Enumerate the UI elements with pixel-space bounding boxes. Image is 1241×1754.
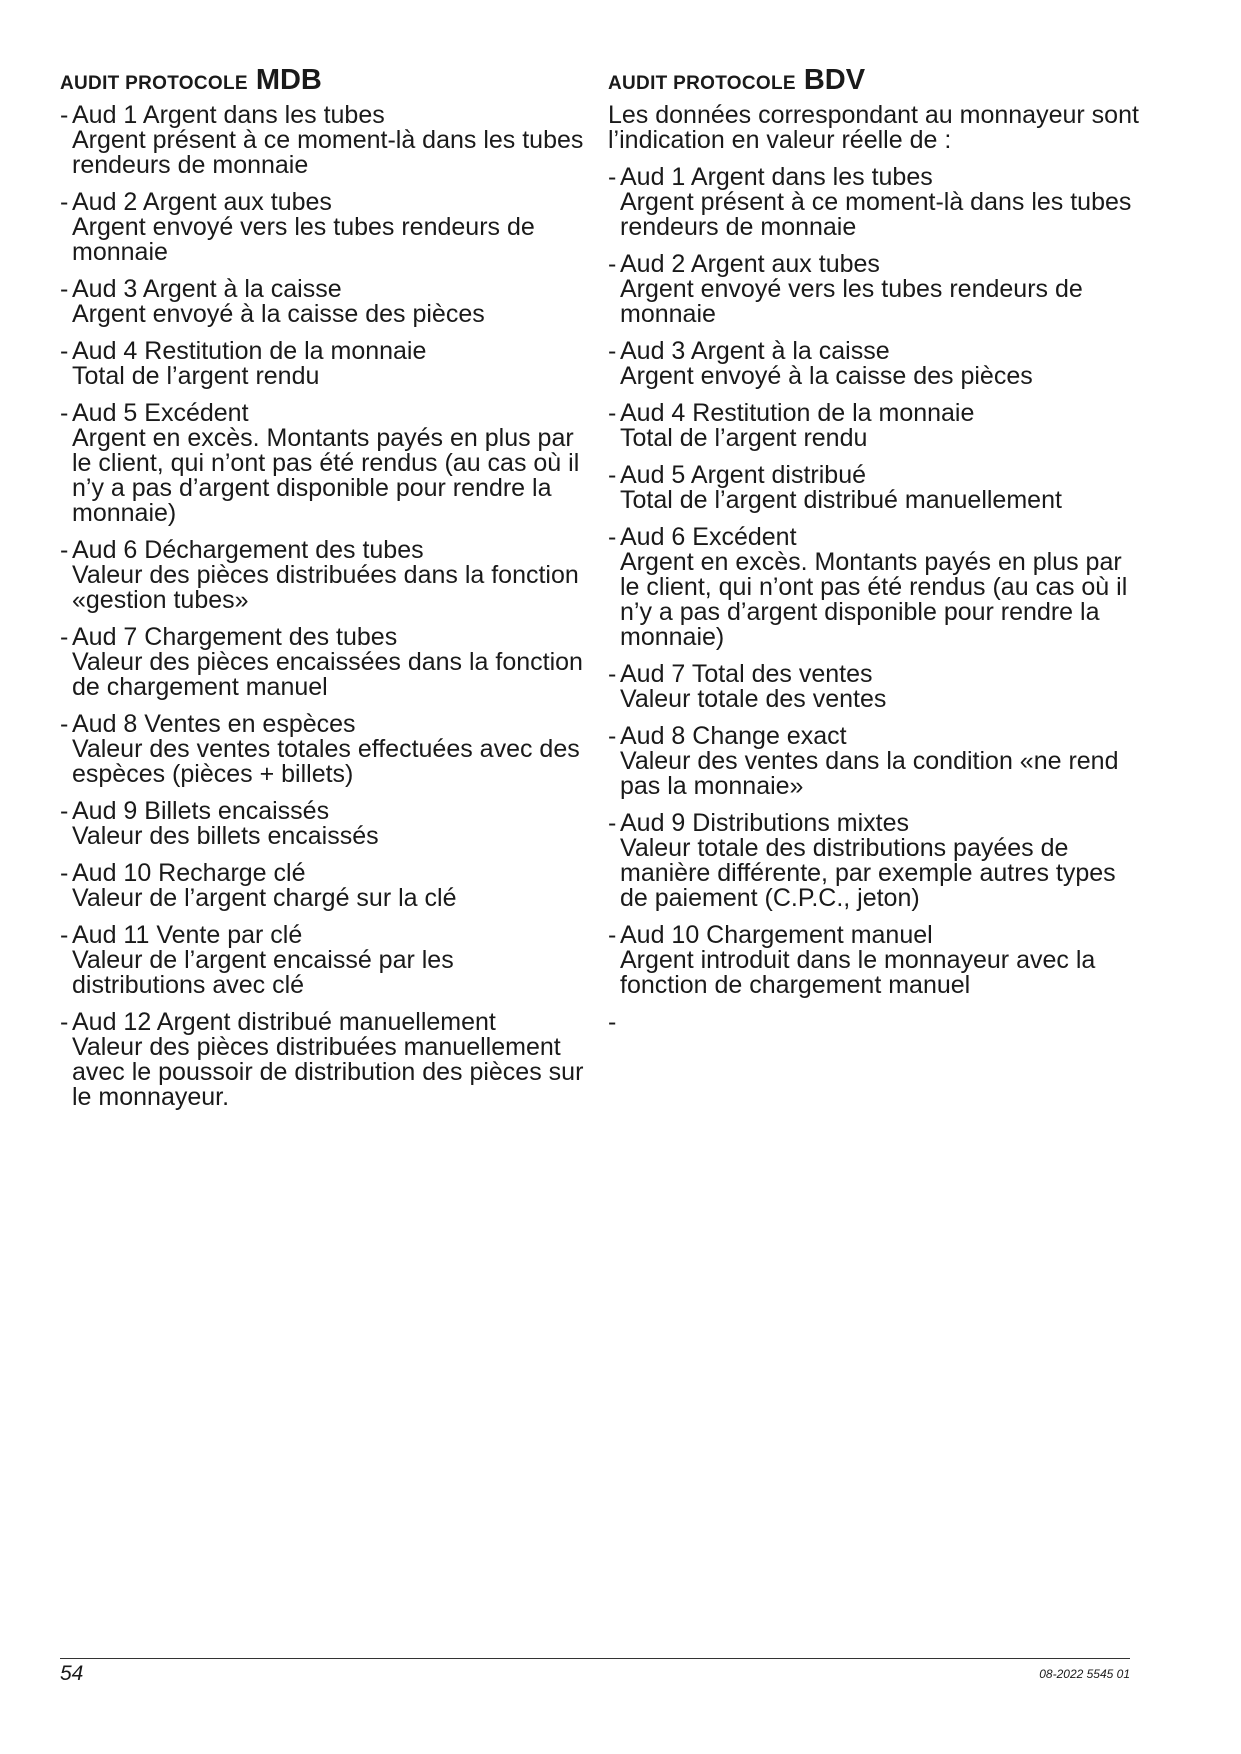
entry-dash: - [608, 660, 617, 688]
entry-dash: - [608, 523, 617, 551]
entry-description: Argent présent à ce moment-là dans les tubes rendeurs de monnaie [72, 126, 584, 179]
bdv-entry [608, 463, 1148, 513]
entry-description: Argent envoyé vers les tubes rendeurs de monnaie [620, 275, 1083, 328]
entry-description: Argent envoyé à la caisse des pièces [72, 300, 485, 328]
bdv-column [608, 66, 1148, 1035]
mdb-entry [60, 861, 590, 911]
entry-title: Aud 12 Argent distribué manuellement [72, 1008, 496, 1036]
mdb-entry [60, 401, 590, 526]
entry-description: Argent envoyé vers les tubes rendeurs de monnaie [72, 213, 535, 266]
bdv-entry [608, 252, 1148, 327]
entry-dash: - [60, 188, 69, 216]
mdb-column [60, 66, 590, 1122]
entry-dash: - [60, 536, 69, 564]
entry-description: Argent introduit dans le monnayeur avec la fonction de chargement manuel [620, 946, 1096, 999]
mdb-entry [60, 538, 590, 613]
entry-dash: - [60, 1008, 69, 1036]
entry-title: Aud 1 Argent dans les tubes [620, 163, 933, 191]
entry-dash: - [608, 163, 617, 191]
bdv-entry [608, 525, 1148, 650]
entry-dash: - [608, 722, 617, 750]
mdb-entry [60, 103, 590, 178]
entry-description: Argent envoyé à la caisse des pièces [620, 362, 1033, 390]
entry-dash: - [608, 250, 617, 278]
entry-description: Valeur de l’argent encaissé par les distributions avec clé [72, 946, 454, 999]
entry-dash: - [60, 710, 69, 738]
bdv-entry [608, 662, 1148, 712]
entry-description: Valeur des ventes totales effectuées avec des espèces (pièces + billets) [72, 735, 580, 788]
bdv-intro: Les données correspondant au monnayeur sont l’indication en valeur réelle de : [608, 101, 1139, 154]
entry-dash: - [60, 859, 69, 887]
entry-title: Aud 4 Restitution de la monnaie [72, 337, 427, 365]
entry-title: Aud 7 Total des ventes [620, 660, 873, 688]
entry-dash: - [608, 461, 617, 489]
entry-description: Valeur totale des ventes [620, 685, 887, 713]
entry-title: Aud 1 Argent dans les tubes [72, 101, 385, 129]
entry-description: Total de l’argent rendu [72, 362, 320, 390]
bdv-entry [608, 811, 1148, 911]
entry-description: Valeur des pièces encaissées dans la fonction de chargement manuel [72, 648, 583, 701]
entry-title: Aud 6 Déchargement des tubes [72, 536, 424, 564]
entry-dash: - [608, 921, 617, 949]
mdb-entry [60, 799, 590, 849]
entry-title: Aud 11 Vente par clé [72, 921, 303, 949]
entry-title: Aud 9 Billets encaissés [72, 797, 330, 825]
bdv-entry [608, 724, 1148, 799]
entry-title: Aud 5 Argent distribué [620, 461, 866, 489]
entry-description: Argent présent à ce moment-là dans les tubes rendeurs de monnaie [620, 188, 1132, 241]
entry-dash: - [608, 337, 617, 365]
mdb-entry [60, 277, 590, 327]
entry-title: Aud 3 Argent à la caisse [72, 275, 342, 303]
bdv-entry-list [608, 165, 1148, 998]
entry-title: Aud 2 Argent aux tubes [620, 250, 880, 278]
entry-title: Aud 5 Excédent [72, 399, 249, 427]
bdv-heading [608, 66, 1148, 95]
mdb-entry [60, 712, 590, 787]
entry-dash: - [60, 797, 69, 825]
bdv-trailing-dash: - [608, 1008, 617, 1036]
entry-title: Aud 4 Restitution de la monnaie [620, 399, 975, 427]
entry-description: Valeur totale des distributions payées de manière différente, par exemple autres types de paiement (C.P.C., jeton) [620, 834, 1116, 912]
entry-title: Aud 8 Change exact [620, 722, 847, 750]
mdb-entry [60, 625, 590, 700]
entry-dash: - [60, 337, 69, 365]
mdb-heading-prefix: AUDIT PROTOCOLE [60, 73, 248, 94]
entry-description: Valeur des pièces distribuées manuellement avec le poussoir de distribution des pièces sur le monnayeur. [72, 1033, 584, 1111]
entry-description: Valeur de l’argent chargé sur la clé [72, 884, 457, 912]
entry-dash: - [608, 399, 617, 427]
mdb-heading-suffix: MDB [255, 64, 322, 96]
entry-dash: - [60, 623, 69, 651]
entry-title: Aud 10 Recharge clé [72, 859, 306, 887]
doc-code: 08-2022 5545 01 [1039, 1667, 1130, 1681]
entry-description: Valeur des ventes dans la condition «ne rend pas la monnaie» [620, 747, 1119, 800]
entry-title: Aud 10 Chargement manuel [620, 921, 933, 949]
entry-title: Aud 3 Argent à la caisse [620, 337, 890, 365]
bdv-entry [608, 401, 1148, 451]
entry-description: Total de l’argent distribué manuellement [620, 486, 1062, 514]
entry-description: Valeur des pièces distribuées dans la fonction «gestion tubes» [72, 561, 579, 614]
entry-description: Argent en excès. Montants payés en plus par le client, qui n’ont pas été rendus (au cas où il n’y a pas d’argent disponible pour rendre la monnaie) [72, 424, 580, 527]
entry-title: Aud 2 Argent aux tubes [72, 188, 332, 216]
mdb-entry [60, 190, 590, 265]
bdv-entry [608, 165, 1148, 240]
bdv-heading-prefix: AUDIT PROTOCOLE [608, 73, 796, 94]
footer-rule [60, 1658, 1130, 1659]
entry-description: Total de l’argent rendu [620, 424, 868, 452]
mdb-entry [60, 1010, 590, 1110]
entry-description: Valeur des billets encaissés [72, 822, 379, 850]
bdv-heading-suffix: BDV [803, 64, 866, 96]
entry-dash: - [60, 399, 69, 427]
mdb-entry [60, 923, 590, 998]
entry-dash: - [60, 275, 69, 303]
bdv-entry [608, 339, 1148, 389]
entry-dash: - [608, 809, 617, 837]
bdv-entry [608, 923, 1148, 998]
entry-dash: - [60, 101, 69, 129]
page-number: 54 [60, 1662, 84, 1685]
entry-dash: - [60, 921, 69, 949]
entry-title: Aud 9 Distributions mixtes [620, 809, 910, 837]
entry-title: Aud 6 Excédent [620, 523, 797, 551]
mdb-entry [60, 339, 590, 389]
mdb-heading [60, 66, 590, 95]
mdb-entry-list [60, 103, 590, 1110]
entry-title: Aud 8 Ventes en espèces [72, 710, 356, 738]
entry-title: Aud 7 Chargement des tubes [72, 623, 398, 651]
entry-description: Argent en excès. Montants payés en plus par le client, qui n’ont pas été rendus (au cas où il n’y a pas d’argent disponible pour rendre la monnaie) [620, 548, 1128, 651]
